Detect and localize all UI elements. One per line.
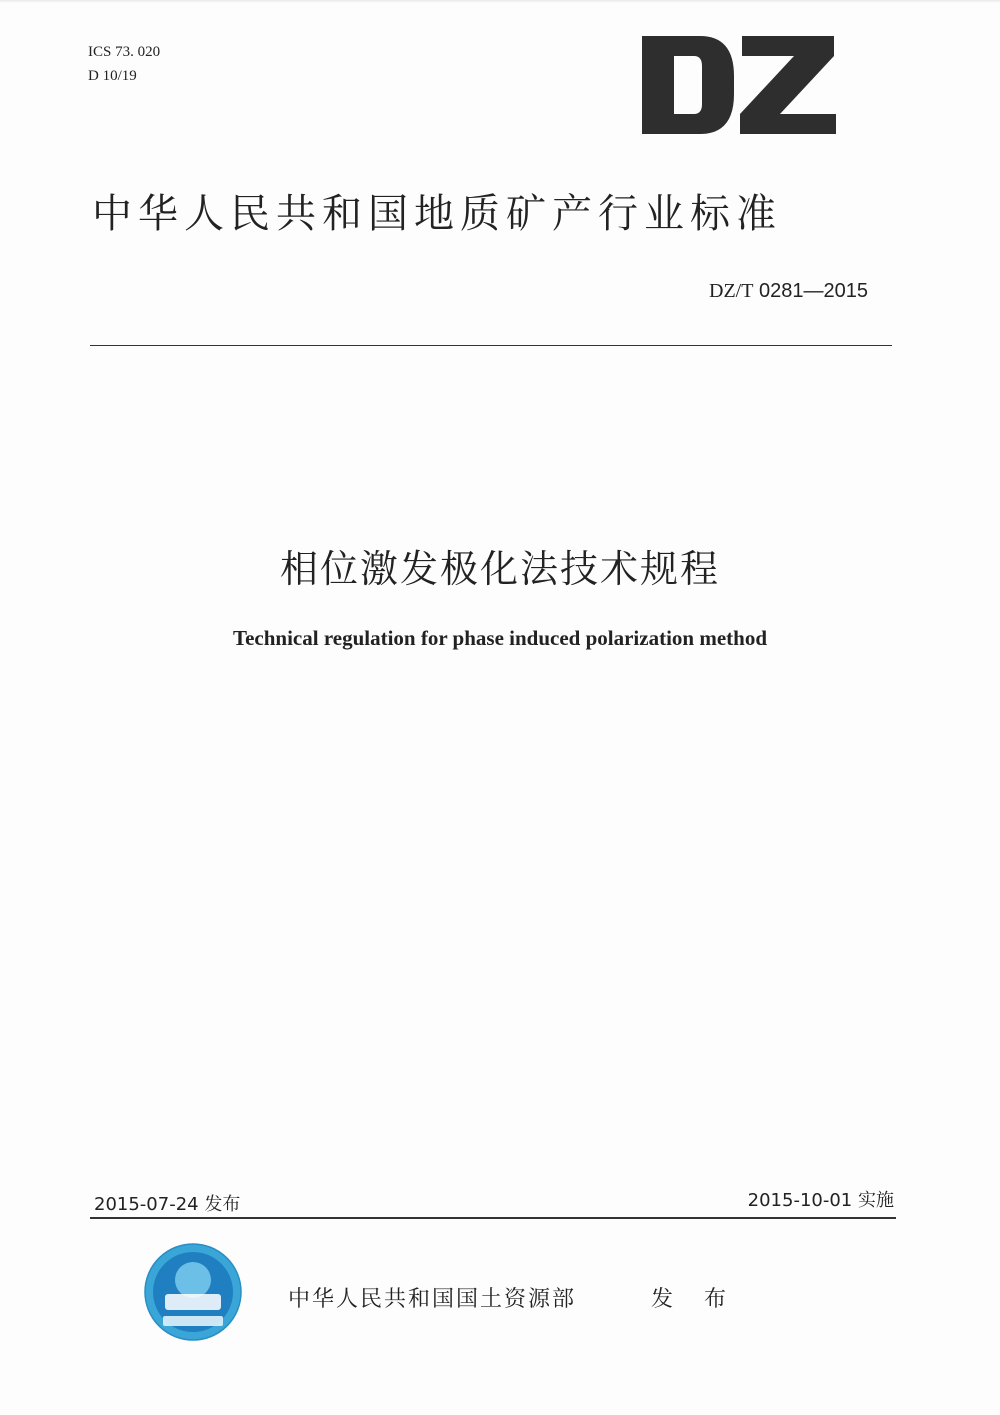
classification-code: D 10/19 [88,68,137,84]
top-divider [90,345,892,346]
standard-title: 中华人民共和国地质矿产行业标准 [92,191,782,237]
publisher-name: 中华人民共和国国土资源部 [288,1287,577,1312]
dz-logo-graphic [642,36,836,134]
effective-date: 2015-10-01 实施 [747,1190,894,1211]
dz-logo [642,36,836,134]
bottom-divider [90,1217,896,1219]
standard-number-value: 0281—2015 [759,280,868,302]
ics-code: ICS 73. 020 [88,44,161,60]
standard-number-prefix: DZ/T [709,280,754,302]
document-title-cn: 相位激发极化法技术规程 [279,547,720,591]
scan-edge [0,0,1000,3]
seal-graphic [143,1242,243,1342]
classification-block [88,40,160,88]
issue-date: 2015-07-24 发布 [94,1194,241,1215]
standard-number [709,280,868,303]
publish-label: 发 布 [651,1287,738,1312]
anti-counterfeit-seal-icon [143,1242,243,1342]
document-title-en: Technical regulation for phase induced polarization method [233,626,767,650]
